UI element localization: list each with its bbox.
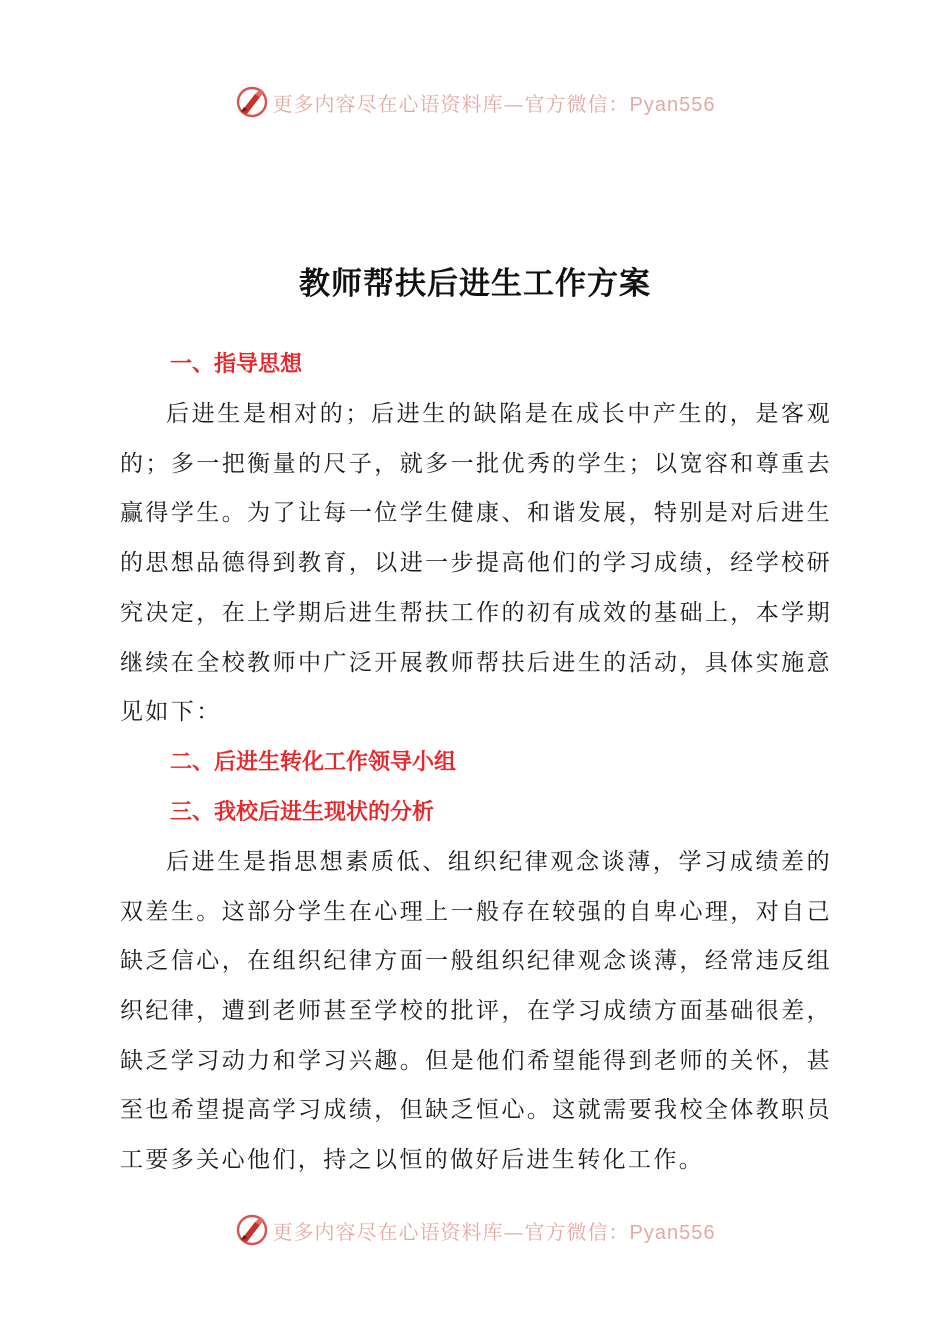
pen-nib-logo-icon	[235, 85, 269, 119]
document-title: 教师帮扶后进生工作方案	[299, 266, 651, 302]
footer-banner	[0, 1208, 950, 1252]
section-heading-leadership-group: 二、后进生转化工作领导小组	[170, 749, 457, 775]
section-paragraph-guiding-ideology: 后进生是相对的；后进生的缺陷是在成长中产生的，是客观的；多一把衡量的尺子，就多一批优秀的学生；以宽容和尊重去赢得学生。为了让每一位学生健康、和谐发展，特别是对后进生的思想品德得到教育，以进一步提高他们的学习成绩，经学校研究决定，在上学期后进生帮扶工作的初有成效的基础上，本学期继续在全校教师中广泛开展教师帮扶后进生的活动，具体实施意见如下：	[120, 401, 832, 726]
banner-text	[273, 88, 716, 117]
pen-nib-logo-icon	[235, 1213, 269, 1247]
section-heading-status-analysis: 三、我校后进生现状的分析	[170, 799, 435, 825]
document-body	[120, 340, 832, 1186]
banner-slogan: 更多内容尽在心语资料库—官方微信：	[272, 91, 630, 116]
banner-text	[273, 1216, 716, 1245]
banner-wechat-id: Pyan556	[629, 93, 716, 116]
section-paragraph-status-analysis: 后进生是指思想素质低、组织纪律观念谈薄，学习成绩差的双差生。这部分学生在心理上一般存在较强的自卑心理，对自己缺乏信心，在组织纪律方面一般组织纪律观念谈薄，经常违反组织纪律，遭到老师甚至学校的批评，在学习成绩方面基础很差，缺乏学习动力和学习兴趣。但是他们希望能得到老师的关怀，甚至也希望提高学习成绩，但缺乏恒心。这就需要我校全体教职员工要多关心他们，持之以恒的做好后进生转化工作。	[120, 848, 832, 1174]
banner-slogan: 更多内容尽在心语资料库—官方微信：	[272, 1219, 630, 1244]
banner-wechat-id: Pyan556	[629, 1221, 716, 1244]
section-heading-guiding-ideology: 一、指导思想	[170, 352, 303, 377]
header-banner	[0, 80, 950, 124]
